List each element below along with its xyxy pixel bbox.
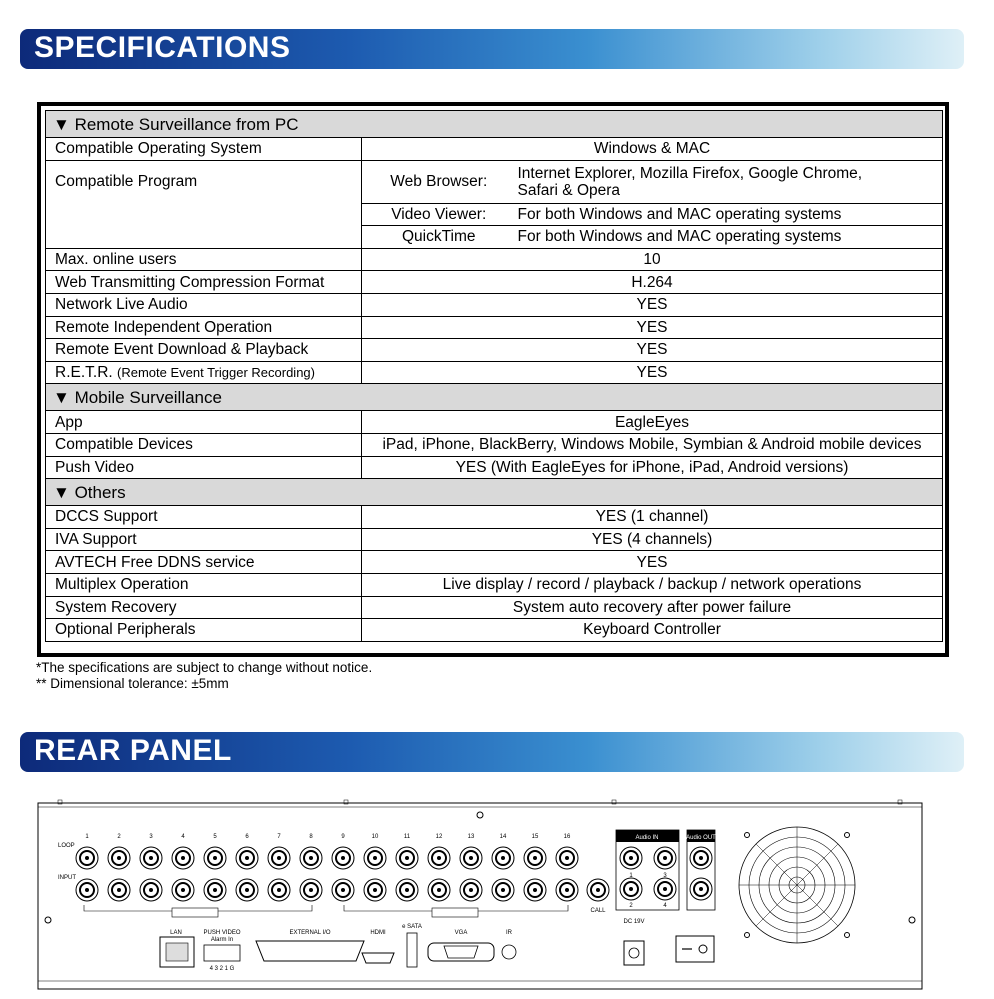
loop-bnc-connector[interactable] [204,847,226,869]
bnc-pin [501,856,505,860]
row-label: Optional Peripherals [46,619,362,642]
input-bnc-connector[interactable] [76,879,98,901]
channel-number: 4 [181,834,185,840]
channel-number: 8 [309,834,313,840]
dc-label: DC 19V [623,919,645,925]
table-row [46,361,943,384]
loop-bnc-connector[interactable] [140,847,162,869]
table-row [46,573,943,596]
input-bnc-connector[interactable] [236,879,258,901]
row-value: H.264 [362,271,943,294]
web-browser-line2: Safari & Opera [517,181,621,199]
table-row [46,456,943,479]
row-label: Push Video [46,456,362,479]
input-bnc-connector[interactable] [172,879,194,901]
row-label: Web Transmitting Compression Format [46,271,362,294]
footnote-2: ** Dimensional tolerance: ±5mm [36,676,229,691]
row-value: YES (4 channels) [362,528,943,551]
input-bnc-connector[interactable] [524,879,546,901]
triangle-down-icon: ▼ [53,114,70,134]
bnc-pin [437,856,441,860]
alarm-in-label: Alarm In [210,937,234,943]
bnc-pin [501,888,505,892]
section-title-others: Others [74,482,126,502]
bnc-pin [469,856,473,860]
sub-value: For both Windows and MAC operating systems [516,203,943,226]
audio-out-label: Audio OUT [686,835,716,841]
loop-bnc-connector[interactable] [428,847,450,869]
table-row [46,248,943,271]
rear-panel-banner [20,732,964,772]
bnc-pin [181,856,185,860]
triangle-down-icon: ▼ [53,387,70,407]
dc-jack-icon [629,948,639,958]
table-row [46,528,943,551]
vga-label: VGA [454,930,468,936]
ir-port[interactable] [502,945,516,959]
table-row [46,619,943,642]
bnc-pin [341,888,345,892]
channel-number: 11 [403,834,411,840]
input-bnc-connector[interactable] [108,879,130,901]
loop-bnc-connector[interactable] [396,847,418,869]
loop-bnc-connector[interactable] [364,847,386,869]
bnc-pin [663,856,667,860]
channel-number: 6 [245,834,249,840]
bnc-pin [699,887,703,891]
web-browser-line1: Internet Explorer, Mozilla Firefox, Google Chrome, [517,164,863,182]
section-title-mobile: Mobile Surveillance [74,387,222,407]
bnc-pin [213,888,217,892]
row-value: YES [362,361,943,384]
sub-label: QuickTime [362,226,516,249]
bnc-pin [405,856,409,860]
loop-bnc-connector[interactable] [492,847,514,869]
esata-label: e SATA [402,924,422,930]
bnc-pin [533,888,537,892]
call-bnc-connector[interactable] [587,879,609,901]
hdmi-label: HDMI [370,930,386,936]
row-value: YES [362,293,943,316]
loop-bnc-connector[interactable] [268,847,290,869]
row-label [46,361,362,384]
bnc-pin [309,856,313,860]
audio-in-connector[interactable] [654,847,676,869]
channel-number: 7 [277,834,281,840]
row-label: Remote Independent Operation [46,316,362,339]
channel-number: 2 [117,834,121,840]
lan-port-socket [166,943,188,961]
external-io-port[interactable] [256,941,364,961]
row-label: Network Live Audio [46,293,362,316]
audio-out-connector[interactable] [690,847,712,869]
specifications-table [45,110,943,642]
input-label: INPUT [58,875,76,881]
rear-panel-drawing [36,795,924,990]
row-value: YES (1 channel) [362,506,943,529]
bnc-pin [663,887,667,891]
power-switch[interactable] [676,936,714,962]
row-label: Multiplex Operation [46,573,362,596]
sub-value: For both Windows and MAC operating systems [516,226,943,249]
input-bnc-connector[interactable] [300,879,322,901]
audio-in-connector[interactable] [620,847,642,869]
bnc-pin [149,888,153,892]
sub-label: Video Viewer: [362,203,516,226]
channel-number: 16 [563,834,571,840]
row-value: YES [362,339,943,362]
loop-bnc-connector[interactable] [332,847,354,869]
channel-number: 14 [499,834,507,840]
table-row [46,271,943,294]
bnc-pin [533,856,537,860]
row-label: Compatible Devices [46,433,362,456]
input-bnc-connector[interactable] [332,879,354,901]
input-bnc-connector[interactable] [268,879,290,901]
bnc-pin [181,888,185,892]
audio-number: 1 [629,873,633,879]
vga-socket [444,946,478,958]
dip-switch[interactable] [172,908,218,917]
alarm-numbers: 4 3 2 1 G [209,966,235,972]
call-label: CALL [590,908,606,914]
table-row [46,160,943,203]
bnc-pin [85,888,89,892]
bnc-pin [596,888,600,892]
bnc-pin [341,856,345,860]
alarm-terminal-block[interactable] [204,945,240,961]
channel-number: 9 [341,834,345,840]
row-label: IVA Support [46,528,362,551]
rear-panel-svg [36,795,924,990]
input-bnc-connector[interactable] [492,879,514,901]
row-label: Max. online users [46,248,362,271]
audio-number: 2 [629,903,633,909]
channel-number: 15 [531,834,539,840]
dip-switch[interactable] [432,908,478,917]
loop-bnc-connector[interactable] [108,847,130,869]
lan-label: LAN [170,930,182,936]
loop-bnc-connector[interactable] [524,847,546,869]
table-row [46,506,943,529]
row-label: App [46,411,362,434]
table-row [46,138,943,161]
section-title-remote: Remote Surveillance from PC [74,114,299,134]
footnotes [36,660,372,692]
section-row-mobile [46,384,943,411]
row-value: System auto recovery after power failure [362,596,943,619]
input-bnc-connector[interactable] [140,879,162,901]
bnc-pin [405,888,409,892]
bnc-pin [277,856,281,860]
loop-bnc-connector[interactable] [236,847,258,869]
loop-bnc-connector[interactable] [556,847,578,869]
loop-bnc-connector[interactable] [172,847,194,869]
sub-label: Web Browser: [362,160,516,203]
row-value: Live display / record / playback / backup / network operations [362,573,943,596]
retr-label: R.E.T.R. [55,364,113,382]
row-value: Windows & MAC [362,138,943,161]
input-bnc-connector[interactable] [364,879,386,901]
row-label: Compatible Operating System [46,138,362,161]
ir-label: IR [506,930,512,936]
table-row [46,293,943,316]
audio-number: 3 [663,873,667,879]
table-row [46,411,943,434]
sub-value [516,160,943,203]
audio-in-connector[interactable] [654,878,676,900]
bnc-pin [117,856,121,860]
row-value: YES [362,316,943,339]
specifications-table-frame [37,102,949,657]
row-value: YES (With EagleEyes for iPhone, iPad, Android versions) [362,456,943,479]
input-bnc-connector[interactable] [428,879,450,901]
loop-bnc-connector[interactable] [460,847,482,869]
row-value: EagleEyes [362,411,943,434]
bnc-pin [373,856,377,860]
row-label: DCCS Support [46,506,362,529]
channel-number: 12 [435,834,443,840]
section-row-others [46,479,943,506]
table-row [46,551,943,574]
row-value: YES [362,551,943,574]
channel-number: 3 [149,834,153,840]
table-row [46,316,943,339]
audio-in-connector[interactable] [620,878,642,900]
audio-in-label: Audio IN [635,835,659,841]
fan-grille [739,827,855,943]
table-row [46,596,943,619]
hdmi-port[interactable] [362,953,394,963]
bnc-pin [437,888,441,892]
input-bnc-connector[interactable] [204,879,226,901]
row-label: AVTECH Free DDNS service [46,551,362,574]
row-label: Remote Event Download & Playback [46,339,362,362]
bnc-pin [629,887,633,891]
loop-bnc-connector[interactable] [300,847,322,869]
audio-out-connector[interactable] [690,878,712,900]
bnc-pin [309,888,313,892]
bnc-pin [213,856,217,860]
audio-number: 4 [663,903,667,909]
bnc-pin [277,888,281,892]
triangle-down-icon: ▼ [53,482,70,502]
bnc-pin [469,888,473,892]
table-row [46,433,943,456]
table-row [46,339,943,362]
bnc-pin [565,888,569,892]
retr-label-small: (Remote Event Trigger Recording) [117,365,315,381]
input-bnc-connector[interactable] [460,879,482,901]
bnc-pin [373,888,377,892]
row-value: iPad, iPhone, BlackBerry, Windows Mobile, Symbian & Android mobile devices [362,433,943,456]
section-row-remote [46,111,943,138]
external-io-label: EXTERNAL I/O [289,930,331,936]
row-value: 10 [362,248,943,271]
input-bnc-connector[interactable] [396,879,418,901]
loop-bnc-connector[interactable] [76,847,98,869]
esata-port[interactable] [407,933,417,967]
bnc-pin [245,888,249,892]
loop-label: LOOP [58,843,75,849]
bnc-pin [629,856,633,860]
bnc-pin [699,856,703,860]
row-value: Keyboard Controller [362,619,943,642]
bnc-pin [565,856,569,860]
bnc-pin [149,856,153,860]
bnc-pin [245,856,249,860]
rear-panel-title: REAR PANEL [34,734,232,767]
bnc-pin [85,856,89,860]
channel-number: 1 [85,834,89,840]
input-bnc-connector[interactable] [556,879,578,901]
row-label: Compatible Program [46,160,362,248]
channel-number: 13 [467,834,475,840]
channel-number: 5 [213,834,217,840]
channel-number: 10 [371,834,379,840]
footnote-1: *The specifications are subject to change without notice. [36,660,373,675]
row-label: System Recovery [46,596,362,619]
bnc-pin [117,888,121,892]
push-video-label: PUSH VIDEO [203,930,241,936]
specifications-banner [20,29,964,69]
specifications-title: SPECIFICATIONS [34,31,291,64]
